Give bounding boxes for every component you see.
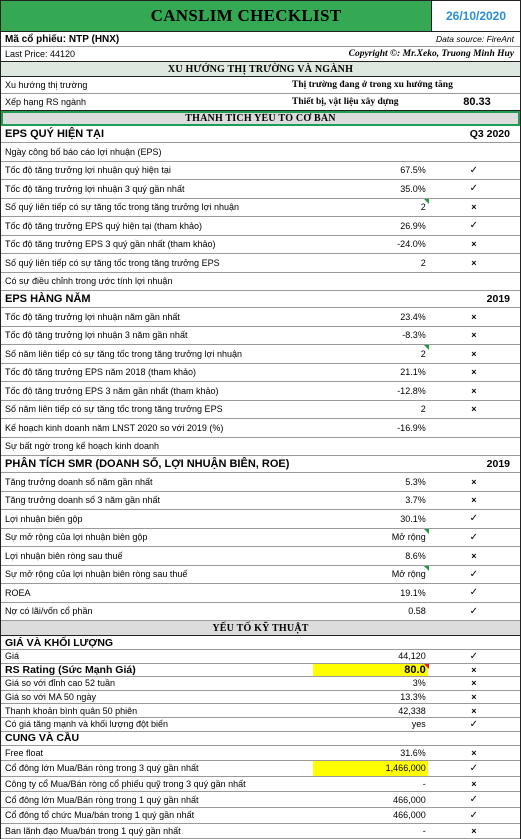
cell-comment-marker bbox=[424, 199, 429, 204]
table-row[interactable] bbox=[1, 473, 520, 492]
row-label: Tốc độ tăng trưởng EPS quý hiện tại (tham khảo) bbox=[5, 220, 203, 231]
row-label: Cổ đông lớn Mua/Bán ròng trong 1 quý gần nhất bbox=[5, 794, 199, 805]
row-value[interactable]: 35.0% bbox=[400, 183, 426, 194]
eps-quarter-header bbox=[1, 126, 520, 143]
table-row[interactable] bbox=[1, 691, 520, 705]
check-icon: ✓ bbox=[469, 531, 479, 543]
row-value[interactable]: yes bbox=[411, 719, 426, 730]
check-icon: ✓ bbox=[469, 762, 479, 774]
table-row[interactable] bbox=[1, 254, 520, 273]
row-value[interactable]: Mở rộng bbox=[391, 532, 426, 543]
industry-name: Thiết bị, vật liệu xây dựng bbox=[292, 97, 399, 107]
row-value[interactable]: 67.5% bbox=[400, 165, 426, 176]
row-value[interactable] bbox=[313, 438, 428, 456]
row-label: Cổ đông tổ chức Mua/bán trong 1 quý gần nhất bbox=[5, 810, 195, 821]
row-label: Sự mở rộng của lợi nhuận biên ròng sau thuế bbox=[5, 569, 188, 580]
price-volume-title: GIÁ VÀ KHỐI LƯỢNG bbox=[5, 636, 114, 649]
check-icon: ✓ bbox=[469, 794, 479, 806]
technical-section-header: YẾU TỐ KỸ THUẬT bbox=[1, 621, 520, 636]
industry-rs-label: Xếp hạng RS ngành bbox=[5, 97, 87, 107]
cross-icon: × bbox=[471, 678, 477, 689]
smr-title: PHÂN TÍCH SMR (DOANH SỐ, LỢI NHUẬN BIÊN, ROE) bbox=[5, 458, 290, 470]
row-label: Tốc độ tăng trưởng EPS 3 năm gần nhất (tham khảo) bbox=[5, 385, 219, 396]
copyright: Copyright ©: Mr.Xeko, Truong Minh Huy bbox=[348, 49, 514, 59]
report-date[interactable]: 26/10/2020 bbox=[431, 1, 520, 31]
table-row[interactable] bbox=[1, 808, 520, 824]
row-label: Tăng trưởng doanh số năm gần nhất bbox=[5, 476, 153, 487]
last-price[interactable]: Last Price: 44120 bbox=[5, 49, 76, 59]
row-value[interactable]: 2 bbox=[420, 348, 426, 359]
cross-icon: × bbox=[471, 330, 477, 341]
eps-year-header bbox=[1, 291, 520, 308]
cross-icon: × bbox=[471, 476, 477, 487]
table-row[interactable] bbox=[1, 650, 520, 664]
cross-icon: × bbox=[471, 404, 477, 415]
row-label: Giá so với đỉnh cao 52 tuần bbox=[5, 678, 115, 689]
row-value[interactable]: 5.3% bbox=[405, 476, 426, 487]
row-label: Tốc độ tăng trưởng lợi nhuận 3 quý gần nhất bbox=[5, 183, 185, 194]
row-label: Lợi nhuận biên gộp bbox=[5, 513, 83, 524]
row-label: Giá so với MA 50 ngày bbox=[5, 692, 96, 703]
row-label: Số năm liên tiếp có sự tăng tốc trong tăng trưởng lợi nhuận bbox=[5, 348, 242, 359]
eps-quarter-title: EPS QUÝ HIỆN TẠI bbox=[5, 128, 105, 140]
table-row[interactable] bbox=[1, 162, 520, 181]
check-icon: ✓ bbox=[469, 587, 479, 599]
row-value[interactable]: 3% bbox=[412, 678, 426, 689]
eps-quarter-period: Q3 2020 bbox=[469, 128, 510, 140]
row-value[interactable]: 2 bbox=[420, 202, 426, 213]
cross-icon: × bbox=[471, 311, 477, 322]
cross-icon: × bbox=[471, 692, 477, 703]
row-value[interactable]: 2 bbox=[420, 404, 426, 415]
check-icon: ✓ bbox=[469, 718, 479, 730]
table-row[interactable] bbox=[1, 143, 520, 162]
row-value[interactable]: 26.9% bbox=[400, 220, 426, 231]
row-label: Free float bbox=[5, 747, 44, 758]
cross-icon: × bbox=[471, 202, 477, 213]
row-value[interactable]: 0.58 bbox=[408, 606, 426, 617]
industry-rs-value: 80.33 bbox=[463, 96, 491, 108]
row-label: Tốc độ tăng trưởng lợi nhuận quý hiện tại bbox=[5, 165, 171, 176]
market-trend-row[interactable] bbox=[1, 77, 520, 94]
eps-quarter-table bbox=[1, 143, 520, 291]
table-row[interactable] bbox=[1, 584, 520, 603]
info-row-price bbox=[1, 47, 520, 62]
row-label: Giá bbox=[5, 651, 20, 662]
row-value[interactable] bbox=[313, 273, 428, 291]
row-value[interactable]: 466,000 bbox=[393, 810, 426, 821]
cross-icon: × bbox=[471, 825, 477, 836]
info-row-ticker bbox=[1, 32, 520, 47]
row-label: Số năm liên tiếp có sự tăng tốc trong tăng trưởng EPS bbox=[5, 404, 223, 415]
cell-comment-marker bbox=[424, 664, 429, 669]
row-label: ROEA bbox=[5, 587, 31, 598]
title-row bbox=[1, 1, 520, 32]
table-row[interactable] bbox=[1, 273, 520, 292]
row-value[interactable]: 2 bbox=[420, 257, 426, 268]
table-row[interactable] bbox=[1, 382, 520, 401]
check-icon: ✓ bbox=[469, 513, 479, 525]
row-value[interactable]: 13.3% bbox=[400, 692, 426, 703]
row-value[interactable]: 8.6% bbox=[405, 550, 426, 561]
cross-icon: × bbox=[471, 257, 477, 268]
row-label: Có giá tăng mạnh và khối lượng đột biến bbox=[5, 719, 169, 730]
table-row[interactable] bbox=[1, 364, 520, 383]
row-label: Thanh khoản bình quân 50 phiên bbox=[5, 705, 138, 716]
row-value[interactable]: 3.7% bbox=[405, 495, 426, 506]
row-label: Số quý liên tiếp có sự tăng tốc trong tăng trưởng lợi nhuận bbox=[5, 202, 239, 213]
row-label: Sự mở rộng của lợi nhuận biên gộp bbox=[5, 532, 148, 543]
cross-icon: × bbox=[471, 385, 477, 396]
row-label: Cổ đông lớn Mua/Bán ròng trong 3 quý gần nhất bbox=[5, 763, 199, 774]
table-row[interactable] bbox=[1, 603, 520, 622]
fundamentals-section-header[interactable]: THÀNH TÍCH YẾU TỐ CƠ BẢN bbox=[1, 111, 520, 126]
table-row[interactable] bbox=[1, 438, 520, 457]
table-row[interactable] bbox=[1, 529, 520, 548]
price-volume-table bbox=[1, 650, 520, 732]
table-row[interactable] bbox=[1, 824, 520, 839]
row-value[interactable]: -24.0% bbox=[397, 239, 426, 250]
row-value[interactable]: 466,000 bbox=[393, 794, 426, 805]
row-value[interactable]: 42,338 bbox=[398, 705, 426, 716]
row-label: RS Rating (Sức Mạnh Giá) bbox=[5, 663, 136, 676]
supply-demand-table bbox=[1, 746, 520, 839]
row-label: Công ty cổ Mua/Bán ròng cổ phiếu quỹ trong 3 quý gần nhất bbox=[5, 779, 246, 790]
data-source: Data source: FireAnt bbox=[436, 34, 514, 44]
supply-demand-header bbox=[1, 732, 520, 746]
table-row[interactable] bbox=[1, 236, 520, 255]
sheet-title: CANSLIM CHECKLIST bbox=[150, 6, 342, 25]
check-icon: ✓ bbox=[469, 809, 479, 821]
cross-icon: × bbox=[471, 550, 477, 561]
cross-icon: × bbox=[471, 495, 477, 506]
table-row[interactable] bbox=[1, 510, 520, 529]
row-value[interactable]: Mở rộng bbox=[391, 569, 426, 580]
row-label: Sự bất ngờ trong kế hoạch kinh doanh bbox=[5, 441, 160, 452]
table-row[interactable] bbox=[1, 217, 520, 236]
table-row[interactable] bbox=[1, 180, 520, 199]
ticker-label[interactable]: Mã cổ phiếu: NTP (HNX) bbox=[5, 33, 120, 45]
row-value[interactable]: 31.6% bbox=[400, 747, 426, 758]
check-icon: ✓ bbox=[469, 220, 479, 232]
table-row[interactable] bbox=[1, 677, 520, 691]
table-row[interactable] bbox=[1, 777, 520, 793]
row-label: Ban lãnh đạo Mua/bán trong 1 quý gần nhất bbox=[5, 825, 181, 836]
row-value[interactable]: - bbox=[422, 779, 426, 790]
table-row[interactable] bbox=[1, 419, 520, 438]
eps-year-period: 2019 bbox=[486, 293, 510, 305]
smr-header bbox=[1, 456, 520, 473]
check-icon: ✓ bbox=[469, 183, 479, 195]
cross-icon: × bbox=[471, 705, 477, 716]
eps-year-table bbox=[1, 308, 520, 456]
row-label: Tăng trưởng doanh số 3 năm gần nhất bbox=[5, 495, 161, 506]
row-value[interactable]: -12.8% bbox=[397, 385, 426, 396]
row-label: Kế hoạch kinh doanh năm LNST 2020 so với 2019 (%) bbox=[5, 422, 224, 433]
row-value[interactable]: -8.3% bbox=[402, 330, 426, 341]
cross-icon: × bbox=[471, 367, 477, 378]
cross-icon: × bbox=[471, 239, 477, 250]
row-value[interactable]: 30.1% bbox=[400, 513, 426, 524]
check-icon: ✓ bbox=[469, 650, 479, 662]
table-row[interactable] bbox=[1, 718, 520, 732]
smr-table bbox=[1, 473, 520, 621]
table-row[interactable] bbox=[1, 792, 520, 808]
table-row[interactable] bbox=[1, 345, 520, 364]
cell-comment-marker bbox=[424, 345, 429, 350]
table-row[interactable] bbox=[1, 492, 520, 511]
row-value[interactable]: 23.4% bbox=[400, 311, 426, 322]
row-value[interactable]: 44,120 bbox=[398, 651, 426, 662]
row-value[interactable]: 21.1% bbox=[400, 367, 426, 378]
table-row[interactable] bbox=[1, 327, 520, 346]
eps-year-title: EPS HÀNG NĂM bbox=[5, 293, 91, 305]
cross-icon: × bbox=[471, 348, 477, 359]
table-row[interactable] bbox=[1, 547, 520, 566]
cross-icon: × bbox=[471, 779, 477, 790]
row-value[interactable] bbox=[313, 143, 428, 161]
price-volume-header bbox=[1, 636, 520, 650]
row-value[interactable]: - bbox=[422, 825, 426, 836]
row-value[interactable]: 80.0 bbox=[313, 664, 428, 677]
table-row[interactable] bbox=[1, 746, 520, 762]
market-trend-label: Xu hướng thị trường bbox=[5, 80, 88, 90]
row-value[interactable]: 19.1% bbox=[400, 587, 426, 598]
table-row[interactable] bbox=[1, 664, 520, 678]
table-row[interactable] bbox=[1, 199, 520, 218]
row-label: Số quý liên tiếp có sự tăng tốc trong tăng trưởng EPS bbox=[5, 257, 220, 268]
row-label: Ngày công bố báo cáo lợi nhuận (EPS) bbox=[5, 146, 162, 157]
check-icon: ✓ bbox=[469, 605, 479, 617]
supply-demand-title: CUNG VÀ CẦU bbox=[5, 732, 80, 745]
table-row[interactable] bbox=[1, 704, 520, 718]
row-label: Tốc độ tăng trưởng EPS năm 2018 (tham khảo) bbox=[5, 367, 197, 378]
row-label: Có sự điều chỉnh trong ước tính lợi nhuận bbox=[5, 276, 173, 287]
check-icon: ✓ bbox=[469, 568, 479, 580]
cell-comment-marker bbox=[424, 529, 429, 534]
table-row[interactable] bbox=[1, 566, 520, 585]
row-label: Nợ có lãi/vốn cổ phần bbox=[5, 606, 93, 617]
industry-rs-row[interactable] bbox=[1, 94, 520, 111]
cross-icon: × bbox=[471, 747, 477, 758]
market-section-header: XU HƯỚNG THỊ TRƯỜNG VÀ NGÀNH bbox=[1, 62, 520, 77]
row-label: Tốc độ tăng trưởng lợi nhuận 3 năm gần nhất bbox=[5, 330, 188, 341]
row-label: Tốc độ tăng trưởng lợi nhuận năm gần nhất bbox=[5, 311, 180, 322]
row-value[interactable]: -16.9% bbox=[397, 422, 426, 433]
table-row[interactable] bbox=[1, 308, 520, 327]
row-value[interactable]: 1,466,000 bbox=[313, 761, 428, 776]
table-row[interactable] bbox=[1, 761, 520, 777]
row-label: Lợi nhuận biên ròng sau thuế bbox=[5, 550, 123, 561]
check-icon: ✓ bbox=[469, 164, 479, 176]
table-row[interactable] bbox=[1, 401, 520, 420]
smr-period: 2019 bbox=[486, 458, 510, 470]
row-label: Tốc độ tăng trưởng EPS 3 quý gần nhất (tham khảo) bbox=[5, 239, 216, 250]
cell-comment-marker bbox=[424, 566, 429, 571]
market-trend-value: Thị trường đang ở trong xu hướng tăng bbox=[292, 80, 453, 90]
cross-icon: × bbox=[471, 664, 477, 675]
